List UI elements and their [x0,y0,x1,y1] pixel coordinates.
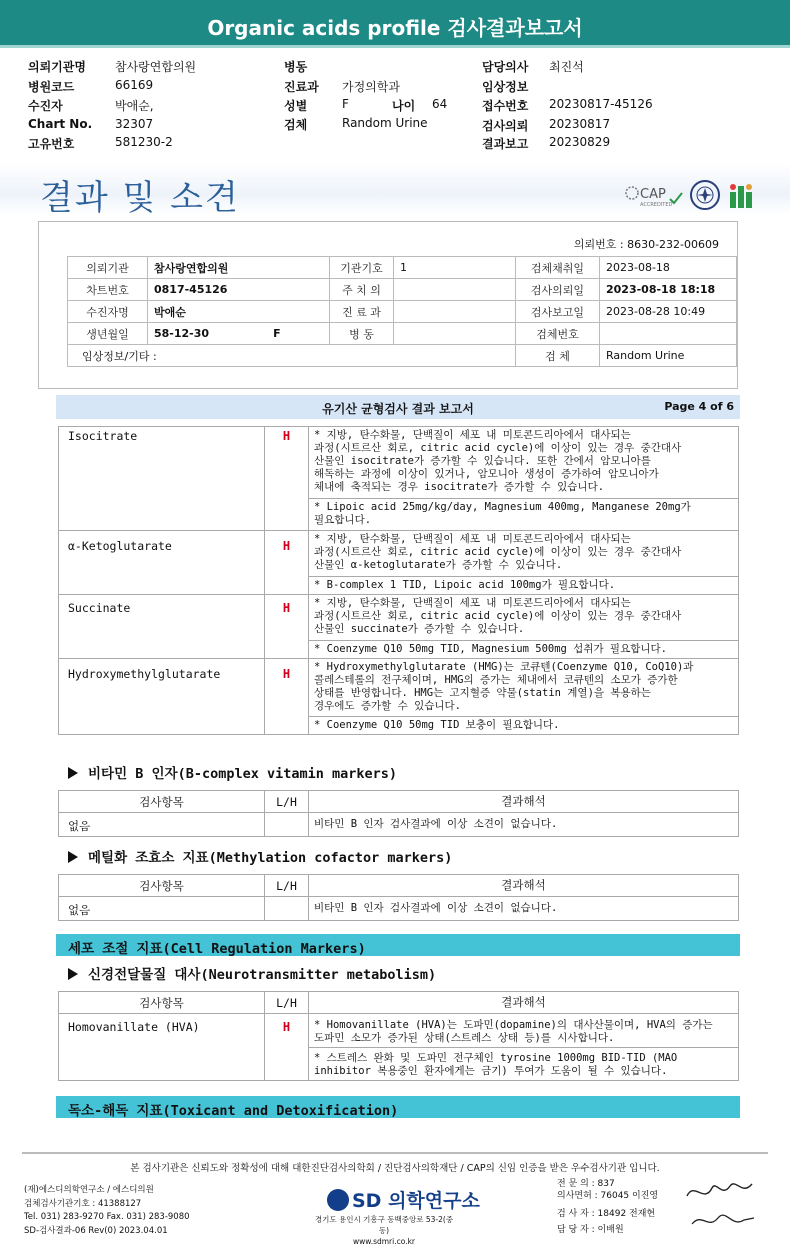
request-date-value: 20230817 [549,117,611,131]
info-value: 박애순 [148,301,330,323]
lab-phone: Tel. 031) 283-9270 Fax. 031) 283-9080 [24,1212,190,1222]
toxicant-band [56,1096,740,1118]
lab-code: 검체검사기관기호 : 41388127 [24,1198,142,1209]
info-label: 주 치 의 [330,279,394,301]
accreditation-notice: 본 검사기관은 신뢰도와 정확성에 대해 대한진단검사의학회 / 진단검사의학재단 / CAP의 신임 인증을 받은 우수검사기관 입니다. [130,1163,660,1174]
age-value: 64 [432,97,448,111]
marker-flag [265,813,309,837]
column-header-interp: 결과해석 [309,992,739,1014]
receipt-no-label: 접수번호 [482,99,529,113]
table-row [68,323,737,345]
column-header-interp: 결과해석 [309,791,739,813]
staff-line: 검 사 자 : 18492 전재현 [557,1209,656,1219]
specimen-label: 검체 [284,118,308,132]
vitamin-b-table [58,790,739,837]
info-value: Random Urine [600,345,737,367]
hospital-code-value: 66169 [115,78,154,92]
info-label: 진 료 과 [330,301,394,323]
table-row [59,595,739,641]
table-row [59,427,739,499]
column-header-lh: L/H [265,875,309,897]
marker-name: Isocitrate [59,427,265,531]
info-label: 기관기호 [330,257,394,279]
lab-contact [24,1184,190,1238]
organic-acid-table [58,426,739,735]
table-row [68,301,737,323]
column-header-interp: 결과해석 [309,875,739,897]
hospital-name-value: 참사랑연합의원 [115,60,197,74]
marker-name: α-Ketoglutarate [59,531,265,595]
patient-label: 수진자 [28,99,63,113]
marker-description: * Hydroxymethylglutarate (HMG)는 코큐텐(Coenzyme Q10, CoQ10)과 콜레스테롤의 전구체이며, HMG의 증가는 체내에서 코큐텐의 소모가 증가한 상태를 반영합니다. HMG는 고지혈증 약물(statin 계열)을 복용하는 경우에도 증가할 수 있습니다. [309,659,739,717]
marker-flag: H [265,427,309,531]
staff-line: 의사면허 : 76045 이진영 [557,1191,659,1201]
marker-recommendation: * 스트레스 완화 및 도파민 전구체인 tyrosine 1000mg BID-TID (MAO inhibitor 복용중인 환자에게는 금기) 투여가 도움이 될 수 있습니다. [309,1048,739,1081]
unique-no-value: 581230-2 [115,135,173,149]
table-row [59,1014,739,1048]
marker-flag [265,897,309,921]
info-label: 검사의뢰일 [516,279,600,301]
table-header-row [59,791,739,813]
marker-flag: H [265,1014,309,1081]
triangle-right-icon [68,851,78,863]
marker-description: * Homovanillate (HVA)는 도파민(dopamine)의 대사산물이며, HVA의 증가는 도파민 소모가 증가된 상태(스트레스 상태 등)를 시사합니다. [309,1014,739,1048]
marker-name: Homovanillate (HVA) [59,1014,265,1081]
report-title: Organic acids profile 검사결과보고서 [207,16,583,40]
cell-regulation-band [56,934,740,956]
sd-logo-icon [327,1189,349,1211]
specimen-value: Random Urine [342,116,428,130]
chart-no-value: 32307 [115,117,154,131]
report-band-title: 유기산 균형검사 결과 보고서 [322,402,474,416]
marker-name: 없음 [59,813,265,837]
website-line: www.sdmri.co.kr [352,1237,415,1246]
cap-logo-text: CAP [640,187,666,202]
signature-icon [682,1176,762,1238]
marker-flag: H [265,595,309,659]
sd-logo-text: SD 의학연구소 [352,1190,480,1212]
info-label: 차트번호 [68,279,148,301]
triangle-right-icon [68,968,78,980]
methylation-table [58,874,739,921]
info-value [394,301,516,323]
table-header-row [59,875,739,897]
info-value [148,323,330,345]
marker-recommendation: * Coenzyme Q10 50mg TID 보충이 필요합니다. [309,717,739,735]
request-number [574,236,719,252]
marker-description: * 지방, 탄수화물, 단백질이 세포 내 미토콘드리아에서 대사되는 과정(시트르산 회로, citric acid cycle)에 이상이 있는 경우 중간대사 산물인 isocitrate가 증가할 수 있습니다. 또한 간에서 암모니아를 해독하는 과정에 이상이 있거나, 암모니아 생성이 증가하여 암모니아가 체내에 축적되는 경우 isocitrate가 증가할 수 있습니다. [309,427,739,499]
column-header-item: 검사항목 [59,992,265,1014]
info-value: 참사랑연합의원 [148,257,330,279]
marker-name: Succinate [59,595,265,659]
neurotransmitter-table [58,991,739,1081]
staff-line: 전 문 의 : 837 [557,1179,615,1189]
column-header-item: 검사항목 [59,791,265,813]
table-row [59,897,739,921]
sd-logo [327,1186,480,1213]
info-value [394,323,516,345]
info-value: 2023-08-18 [600,257,737,279]
marker-recommendation: * Coenzyme Q10 50mg TID, Magnesium 500mg 섭취가 필요합니다. [309,641,739,659]
hospital-name-label: 의뢰기관명 [28,60,86,74]
info-value: 1 [394,257,516,279]
cap-logo-sub: ACCREDITED [640,202,673,208]
birth-date: 58-12-30 [154,327,210,340]
staff-line: 담 당 자 : 이배원 [557,1225,624,1235]
info-label: 생년월일 [68,323,148,345]
info-label: 검체번호 [516,323,600,345]
info-value: 2023-08-28 10:49 [600,301,737,323]
address-line: 경기도 용인시 기흥구 동백중앙로 53-2(중동) [314,1215,454,1235]
lab-name: (재)에스디의학연구소 / 에스디의원 [24,1185,154,1195]
marker-flag: H [265,659,309,735]
request-date-label: 검사의뢰 [482,119,529,133]
dept-label: 진료과 [284,80,319,94]
certification-seal-icon [690,180,720,210]
sex-label: 성별 [284,99,308,113]
lab-address [314,1214,454,1246]
patient-info-box [38,221,738,389]
marker-description: 비타민 B 인자 검사결과에 이상 소견이 없습니다. [309,897,739,921]
marker-name: 없음 [59,897,265,921]
neurotransmitter-heading-text: 신경전달물질 대사(Neurotransmitter metabolism) [88,967,437,983]
info-label: 의뢰기관 [68,257,148,279]
dept-value: 가정의학과 [342,80,400,94]
patient-info-table [67,256,737,367]
request-no-label: 의뢰번호 : [573,238,624,251]
info-label: 검체채취일 [516,257,600,279]
vitamin-b-heading [68,762,397,782]
ward-label: 병동 [284,60,308,74]
receipt-no-value: 20230817-45126 [549,97,653,111]
clinical-info-label: 임상정보 [482,80,529,94]
column-header-lh: L/H [265,992,309,1014]
table-row [59,659,739,717]
neurotransmitter-heading [68,963,436,983]
info-label: 검 체 [516,345,600,367]
footer [22,1152,768,1246]
doctor-value: 최진석 [549,60,584,74]
sex-value: F [342,97,349,111]
table-row [68,257,737,279]
table-header-row [59,992,739,1014]
column-header-lh: L/H [265,791,309,813]
report-band [56,395,740,419]
staff-list [557,1178,658,1236]
table-row [68,345,737,367]
toxicant-heading: 독소-해독 지표(Toxicant and Detoxification) [68,1103,399,1119]
info-label: 검사보고일 [516,301,600,323]
chart-no-label: Chart No. [28,117,93,131]
triangle-right-icon [68,767,78,779]
report-date-label: 결과보고 [482,137,529,151]
request-no-value: 8630-232-00609 [627,238,719,251]
vitamin-b-heading-text: 비타민 B 인자(B-complex vitamin markers) [88,766,398,782]
patient-value: 박애순, [115,99,154,113]
marker-name: Hydroxymethylglutarate [59,659,265,735]
marker-recommendation: * Lipoic acid 25mg/kg/day, Magnesium 400mg, Manganese 20mg가 필요합니다. [309,499,739,531]
report-date-value: 20230829 [549,135,611,149]
marker-recommendation: * B-complex 1 TID, Lipoic acid 100mg가 필요합니다. [309,577,739,595]
cap-logo-icon [624,183,684,209]
marker-description: 비타민 B 인자 검사결과에 이상 소견이 없습니다. [309,813,739,837]
doctor-label: 담당의사 [482,60,529,74]
table-row [68,279,737,301]
results-heading: 결과 및 소견 [40,178,240,218]
unique-no-label: 고유번호 [28,137,75,151]
info-value: 0817-45126 [148,279,330,301]
page-indicator: Page 4 of 6 [664,400,734,413]
column-header-item: 검사항목 [59,875,265,897]
methylation-heading-text: 메틸화 조효소 지표(Methylation cofactor markers) [88,850,453,866]
quality-logo-icon [728,182,754,210]
table-row [59,531,739,577]
info-value [394,279,516,301]
form-revision: SD-검사결과-06 Rev(0) 2023.04.01 [24,1225,168,1236]
marker-description: * 지방, 탄수화물, 단백질이 세포 내 미토콘드리아에서 대사되는 과정(시트르산 회로, citric acid cycle)에 이상이 있는 경우 중간대사 산물인 succinate가 증가할 수 있습니다. [309,595,739,641]
header-info [0,0,790,160]
age-label: 나이 [392,99,416,113]
info-label: 수진자명 [68,301,148,323]
clinical-info: 임상정보/기타 : [68,345,516,367]
marker-flag: H [265,531,309,595]
info-value [600,323,737,345]
table-row [59,813,739,837]
birth-sex: F [273,327,281,340]
methylation-heading [68,846,452,866]
info-value: 2023-08-18 18:18 [600,279,737,301]
marker-description: * 지방, 탄수화물, 단백질이 세포 내 미토콘드리아에서 대사되는 과정(시트르산 회로, citric acid cycle)에 이상이 있는 경우 중간대사 산물인 α-ketoglutarate가 증가할 수 있습니다. [309,531,739,577]
hospital-code-label: 병원코드 [28,80,75,94]
info-label: 병 동 [330,323,394,345]
cell-regulation-heading: 세포 조절 지표(Cell Regulation Markers) [68,941,366,957]
